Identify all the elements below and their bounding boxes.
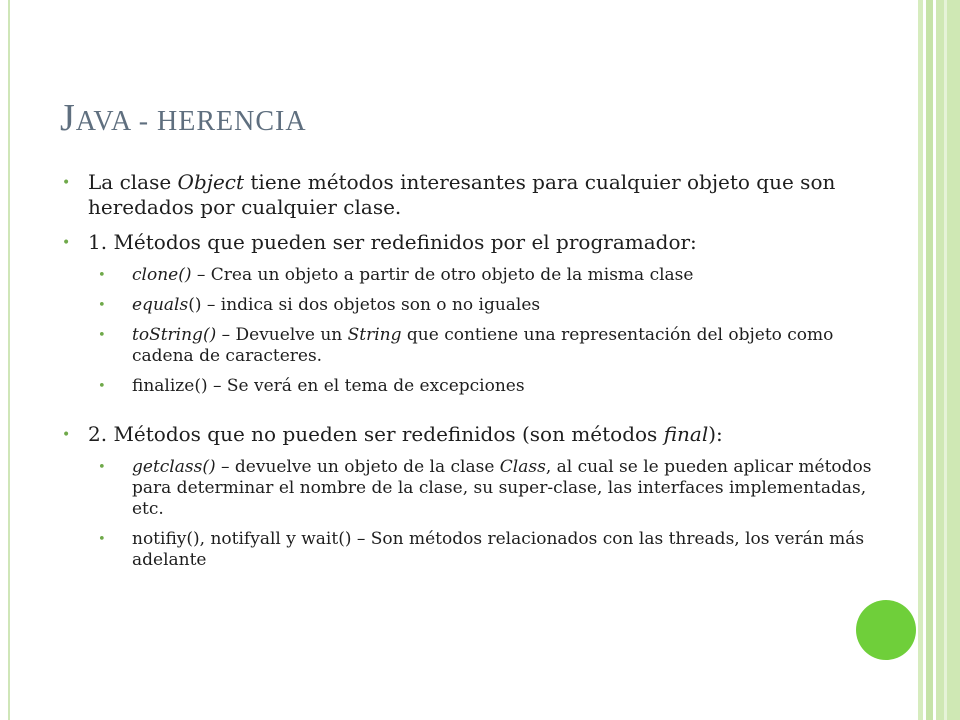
method-text: finalize() – Se verá en el tema de excepciones [132, 376, 525, 396]
method-italic: Class [499, 457, 546, 477]
spacer [62, 406, 882, 422]
method-name: getclass() [132, 457, 216, 477]
bullet-icon: • [98, 268, 106, 283]
method-paren: () [188, 295, 202, 315]
sub-bullet-tostring [98, 325, 882, 367]
right-stripe [926, 0, 933, 720]
left-border-line [8, 0, 10, 720]
bullet-section-2 [62, 422, 882, 447]
intro-pre: La clase [88, 170, 178, 194]
method-name: clone() [132, 265, 192, 285]
bullet-icon: • [62, 427, 71, 443]
method-name: toString() [132, 325, 217, 345]
right-stripe [918, 0, 923, 720]
sub-bullet-notify [98, 529, 882, 571]
method-desc: – Crea un objeto a partir de otro objeto de la misma clase [191, 265, 694, 285]
section-1-text: 1. Métodos que pueden ser redefinidos por el programador: [88, 230, 697, 254]
bullet-icon: • [98, 532, 106, 547]
section-2-pre: 2. Métodos que no pueden ser redefinidos (son métodos [88, 422, 664, 446]
method-italic: String [347, 325, 402, 345]
title-rest: AVA - HERENCIA [75, 106, 307, 137]
method-desc-b: , al cual se le pueden aplicar métodos para determinar el nombre de la clase, su super-clase, las interfaces implementadas, etc. [132, 457, 872, 519]
sub-bullet-finalize [98, 376, 882, 397]
bullet-icon: • [62, 175, 71, 191]
bullet-icon: • [98, 379, 106, 394]
right-stripe [936, 0, 960, 720]
method-desc-a: – devuelve un objeto de la clase [215, 457, 500, 477]
bullet-icon: • [98, 328, 106, 343]
bullet-intro [62, 170, 882, 220]
bullet-icon: • [98, 460, 106, 475]
right-stripe [944, 0, 947, 720]
decorative-circle [856, 600, 916, 660]
sub-bullet-clone [98, 265, 882, 286]
title-initial: J [60, 97, 76, 139]
section-2-italic: final [663, 422, 709, 446]
method-text: notifiy(), notifyall y wait() – Son métodos relacionados con las threads, los verán más adelante [132, 529, 865, 570]
bullet-icon: • [62, 235, 71, 251]
slide-title [60, 96, 307, 140]
method-desc: – indica si dos objetos son o no iguales [201, 295, 541, 315]
method-name: equals [132, 295, 189, 315]
intro-italic: Object [177, 170, 245, 194]
slide-content [62, 170, 882, 580]
method-desc-b: que contiene una representación del objeto como cadena de caracteres. [132, 325, 834, 366]
sub-bullet-getclass [98, 457, 882, 520]
bullet-icon: • [98, 298, 106, 313]
method-desc-a: – Devuelve un [216, 325, 348, 345]
bullet-section-1 [62, 230, 882, 255]
section-2-post: ): [708, 422, 723, 446]
sub-bullet-equals [98, 295, 882, 316]
intro-post: tiene métodos interesantes para cualquier objeto que son heredados por cualquier clase. [88, 170, 836, 219]
